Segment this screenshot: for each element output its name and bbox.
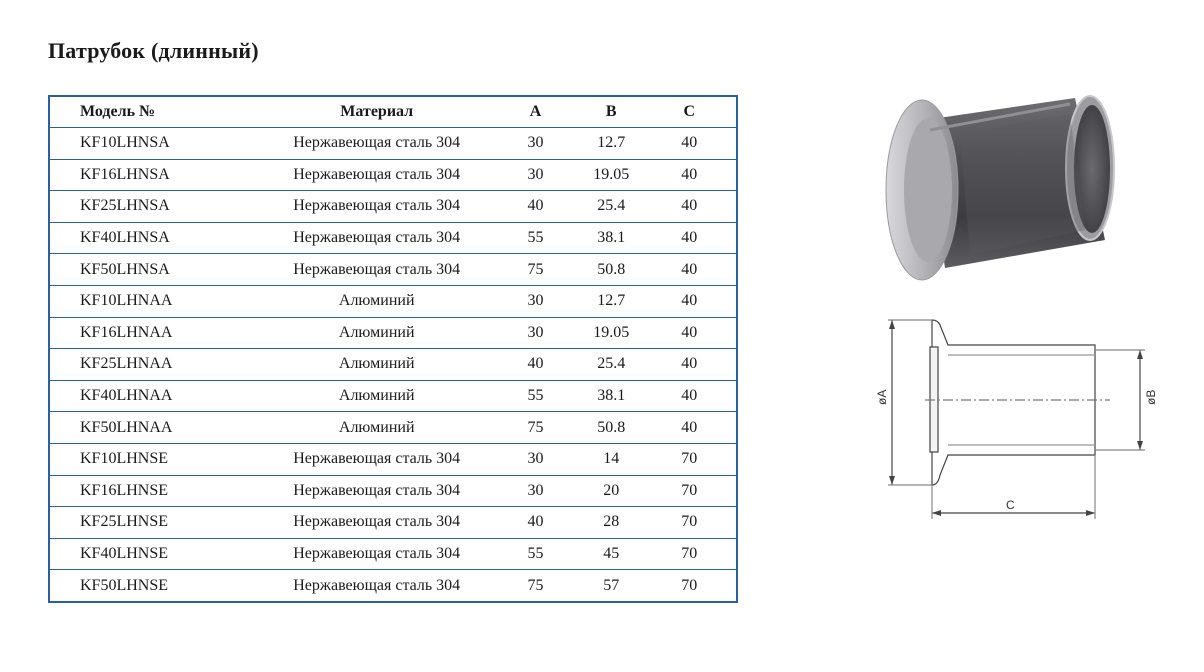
cell-model: KF16LHNSA (49, 159, 262, 191)
cell-a: 75 (527, 576, 544, 594)
header-c: C (643, 96, 737, 128)
cell-b: 14 (580, 443, 643, 475)
cell-a: 40 (491, 507, 580, 539)
cell-material: Алюминий (262, 412, 491, 444)
cell-b: 28 (580, 507, 643, 539)
cell-model: KF40LHNSA (49, 222, 262, 254)
cell-c: 70 (643, 507, 737, 539)
cell-a: 75 (491, 254, 580, 286)
cell-b: 20 (580, 475, 643, 507)
cell-c: 70 (643, 538, 737, 570)
cell-b: 25.4 (580, 349, 643, 381)
cell-model: KF50LHNSA (49, 254, 262, 286)
cell-b: 25.4 (580, 191, 643, 223)
cell-a: 40 (491, 349, 580, 381)
header-a: A (491, 96, 580, 128)
cell-material: Нержавеющая сталь 304 (262, 475, 491, 507)
cell-c: 70 (681, 576, 698, 594)
cell-model: KF10LHNSA (49, 128, 262, 160)
table-header-row (49, 96, 737, 128)
cell-c: 40 (643, 254, 737, 286)
cell-material: Алюминий (262, 380, 491, 412)
cell-model: KF25LHNSE (49, 507, 262, 539)
dim-label-a: øA (875, 389, 889, 405)
cell-a: 55 (491, 380, 580, 412)
cell-material: Алюминий (262, 317, 491, 349)
table-row (49, 317, 737, 349)
page-title: Патрубок (длинный) (48, 38, 259, 63)
cell-model: KF10LHNAA (49, 285, 262, 317)
cell-material: Нержавеющая сталь 304 (262, 443, 491, 475)
table-row (49, 128, 737, 160)
table-row (49, 191, 737, 223)
header-material: Материал (262, 96, 491, 128)
table-row (49, 380, 737, 412)
cell-a: 75 (491, 412, 580, 444)
spec-table (48, 95, 738, 603)
cell-material: Нержавеющая сталь 304 (262, 159, 491, 191)
cell-material: Нержавеющая сталь 304 (262, 222, 491, 254)
cell-c: 40 (643, 317, 737, 349)
cell-material: Алюминий (262, 285, 491, 317)
product-image (870, 90, 1160, 290)
cell-material: Нержавеющая сталь 304 (293, 576, 461, 594)
cell-c: 70 (643, 443, 737, 475)
dimension-drawing (870, 305, 1160, 530)
table-row (49, 570, 737, 602)
cell-b: 19.05 (580, 317, 643, 349)
cell-material: Нержавеющая сталь 304 (262, 538, 491, 570)
header-b: B (580, 96, 643, 128)
table-row (49, 443, 737, 475)
table-row (49, 412, 737, 444)
cell-model: KF16LHNAA (49, 317, 262, 349)
cell-model: KF10LHNSE (49, 443, 262, 475)
header-model: Модель № (49, 96, 262, 128)
cell-model: KF25LHNAA (49, 349, 262, 381)
cell-model: KF50LHNSE (80, 576, 169, 594)
table-row (49, 507, 737, 539)
cell-c: 40 (643, 412, 737, 444)
cell-b: 12.7 (580, 128, 643, 160)
table-row (49, 254, 737, 286)
cell-c: 40 (643, 349, 737, 381)
table-row (49, 285, 737, 317)
cell-material: Нержавеющая сталь 304 (262, 507, 491, 539)
cell-c: 40 (643, 191, 737, 223)
cell-b: 57 (603, 576, 620, 594)
cell-b: 45 (580, 538, 643, 570)
cell-a: 30 (491, 443, 580, 475)
cell-material: Нержавеющая сталь 304 (262, 254, 491, 286)
cell-a: 30 (491, 475, 580, 507)
cell-model: KF40LHNAA (49, 380, 262, 412)
cell-b: 38.1 (580, 380, 643, 412)
cell-c: 70 (643, 475, 737, 507)
cell-a: 55 (491, 538, 580, 570)
cell-c: 40 (643, 380, 737, 412)
cell-a: 30 (491, 128, 580, 160)
table-row (49, 538, 737, 570)
dim-label-b: øB (1144, 389, 1158, 405)
cell-a: 30 (491, 159, 580, 191)
table-row (49, 475, 737, 507)
table-row (49, 159, 737, 191)
cell-b: 50.8 (580, 412, 643, 444)
cell-model: KF16LHNSE (49, 475, 262, 507)
cell-c: 40 (643, 285, 737, 317)
table-row (49, 222, 737, 254)
dim-label-c: C (1006, 498, 1015, 512)
cell-material: Нержавеющая сталь 304 (262, 128, 491, 160)
cell-model: KF25LHNSA (49, 191, 262, 223)
table-row (49, 349, 737, 381)
cell-b: 50.8 (580, 254, 643, 286)
cell-material: Нержавеющая сталь 304 (262, 191, 491, 223)
cell-a: 30 (491, 317, 580, 349)
cell-c: 40 (643, 128, 737, 160)
cell-b: 12.7 (580, 285, 643, 317)
cell-model: KF50LHNAA (49, 412, 262, 444)
cell-b: 38.1 (580, 222, 643, 254)
cell-b: 19.05 (580, 159, 643, 191)
cell-a: 30 (491, 285, 580, 317)
cell-a: 55 (491, 222, 580, 254)
cell-c: 40 (643, 222, 737, 254)
cell-model: KF40LHNSE (49, 538, 262, 570)
cell-a: 40 (491, 191, 580, 223)
cell-material: Алюминий (262, 349, 491, 381)
cell-c: 40 (643, 159, 737, 191)
